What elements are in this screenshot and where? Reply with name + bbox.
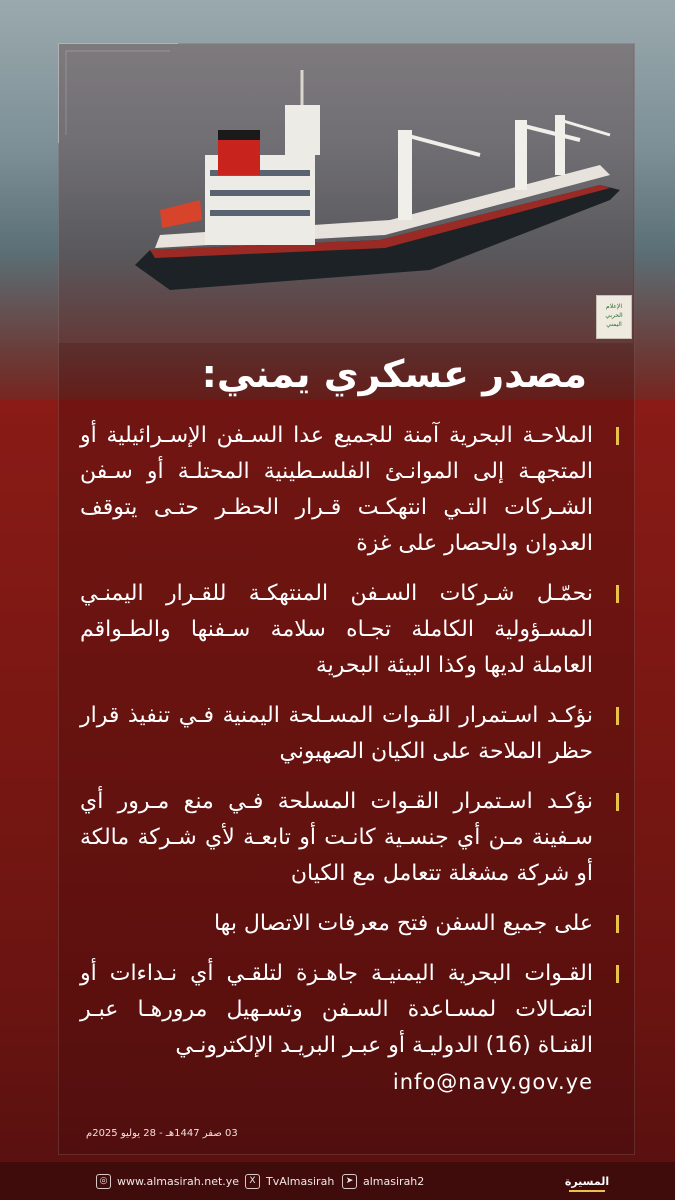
footer-telegram[interactable] [342,1172,424,1190]
statement-item-6 [80,956,625,1100]
bullet-bar [616,585,619,603]
publish-date: 03 صفر 1447هـ - 28 يوليو 2025م [86,1128,238,1139]
bullet-bar [616,793,619,811]
email-address[interactable]: info@navy.gov.ye [392,1070,593,1094]
statement-item-2 [80,576,625,684]
footer-twitter[interactable] [245,1172,334,1190]
statement-item-1 [80,418,625,562]
bullet-bar [616,915,619,933]
x-icon: X [245,1174,260,1189]
globe-icon: ◎ [96,1174,111,1189]
headline: مصدر عسكري يمني: [201,352,587,396]
statement-item-4 [80,784,625,892]
twitter-handle: TvAlmasirah [266,1174,335,1188]
cargo-ship-image [130,60,660,300]
brand-logo: المسيرة [569,1172,605,1192]
statement-item-5 [80,906,625,942]
statement-text: القـوات البحرية اليمنيـة جاهـزة لتلقـي أي نـداءات أو اتصـالات لمسـاعدة السـفن وتسـهيل مرورهـا عبـر القنـاة (16) الدوليـة أو عبـر البريـد الإلكترونـي [80,961,593,1058]
watermark-text: الإعلام الحربي اليمني [605,303,623,328]
footer-website[interactable] [96,1172,239,1190]
footer-bar [0,1162,675,1200]
statement-text: على جميع السفن فتح معرفات الاتصال بها [213,911,593,936]
website-link: www.almasirah.net.ye [117,1174,240,1188]
bullet-bar [616,427,619,445]
bullet-bar [616,965,619,983]
statement-text: الملاحـة البحرية آمنة للجميع عدا السـفن الإسـرائيلية أو المتجهـة إلى الموانـئ الفلسـطينية المحتلـة أو سـفن الشـركات التـي انتهكـت قـرار الحظـر حتـى يتوقف العدوان والحصار على غزة [80,423,593,556]
bullet-bar [616,707,619,725]
statement-text: نؤكـد اسـتمرار القـوات المسلحة فـي منع مـرور أي سـفينة مـن أي جنسـية كانـت أو تابعـة لأي شـركة مالكة أو شركة مشغلة تتعامل مع الكيان [80,789,593,886]
statement-text: نحمّـل شـركات السـفن المنتهكـة للقـرار اليمنـي المسـؤولية الكاملة تجـاه سلامة سـفنها والطـواقم العاملة لديها وكذا البيئة البحرية [80,581,593,678]
statement-item-3 [80,698,625,770]
statement-text: نؤكـد اسـتمرار القـوات المسـلحة اليمنية فـي تنفيذ قرار حظر الملاحة على الكيان الصهيوني [80,703,593,764]
telegram-icon: ➤ [342,1174,357,1189]
watermark-logo [596,295,632,339]
telegram-handle: almasirah2 [363,1174,425,1188]
statement-list [80,418,625,1114]
